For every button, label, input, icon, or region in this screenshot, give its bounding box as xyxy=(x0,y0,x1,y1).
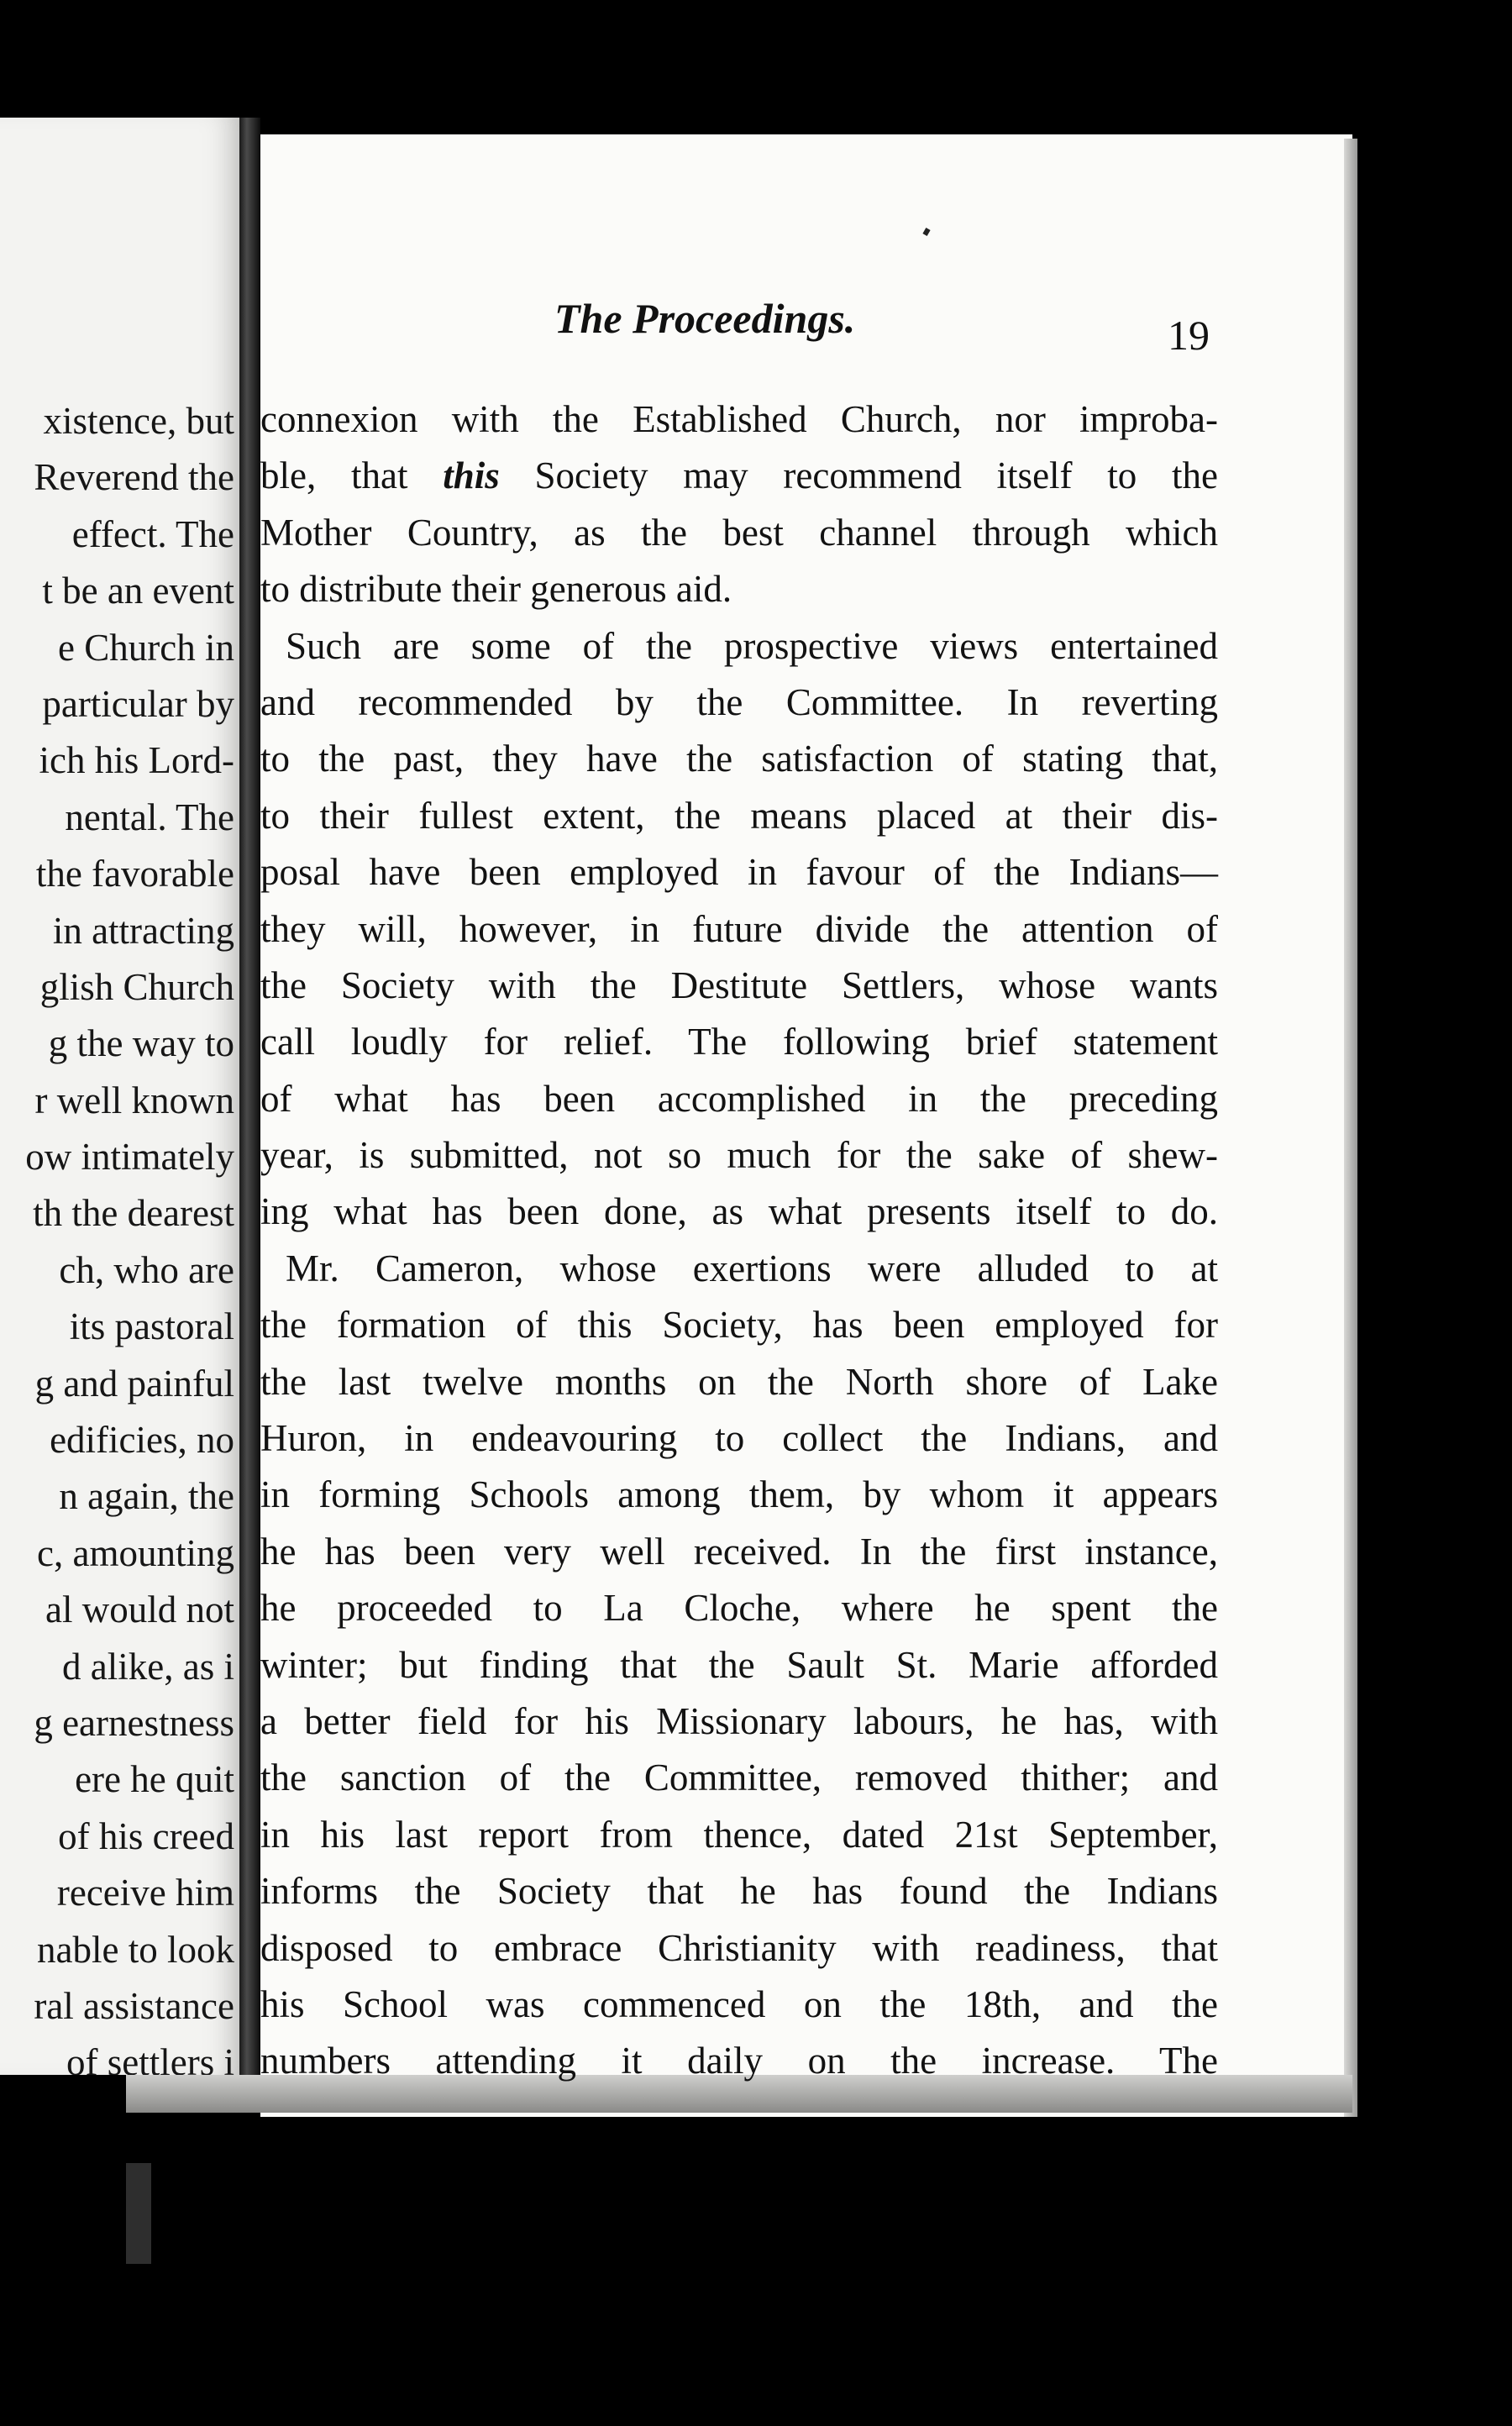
previous-page-line: xistence, but xyxy=(43,400,234,442)
previous-page-text xyxy=(25,393,234,2075)
previous-page-line: g the way to xyxy=(48,1022,234,1065)
text-line: year, is submitted, not so much for the sake of shew- xyxy=(260,1134,1218,1177)
text-line: Mother Country, as the best channel through which xyxy=(260,511,1218,554)
previous-page-line: nental. The xyxy=(65,796,234,838)
previous-page-line: effect. The xyxy=(71,512,234,555)
text-line: they will, however, in future divide the attention of xyxy=(260,907,1218,950)
text-line: of what has been accomplished in the preceding xyxy=(260,1077,1218,1120)
previous-page-line: in attracting xyxy=(52,909,234,952)
previous-page-line: edificies, no xyxy=(50,1419,234,1462)
body-text xyxy=(260,391,1218,2090)
text-line: winter; but finding that the Sault St. Marie afforded xyxy=(260,1643,1218,1686)
text-line: Such are some of the prospective views entertained xyxy=(286,624,1218,667)
text-line: to their fullest extent, the means placed at their dis- xyxy=(260,794,1218,837)
previous-page-line: ch, who are xyxy=(59,1248,234,1291)
previous-page-line: ral assistance xyxy=(34,1984,234,2027)
previous-page-line: c, amounting xyxy=(37,1531,234,1574)
previous-page-line: ere he quit xyxy=(75,1758,234,1801)
text-line: the last twelve months on the North shore of Lake xyxy=(260,1360,1218,1403)
binding-corner xyxy=(126,2163,151,2264)
previous-page-line: g earnestness xyxy=(34,1701,234,1744)
text-line: Huron, in endeavouring to collect the Indians, and xyxy=(260,1417,1218,1460)
text-line: disposed to embrace Christianity with readiness, that xyxy=(260,1926,1218,1969)
text-segment: Society may recommend itself to the xyxy=(499,454,1218,497)
text-line: ing what has been done, as what presents itself to do. xyxy=(260,1190,1218,1233)
previous-page-line: particular by xyxy=(42,682,234,725)
emphasized-word: this xyxy=(443,454,500,497)
text-line: in his last report from thence, dated 21st September, xyxy=(260,1813,1218,1856)
previous-page-line: d alike, as i xyxy=(62,1645,234,1688)
previous-page-line: ow intimately xyxy=(25,1136,234,1179)
page-number: 19 xyxy=(1168,312,1210,359)
previous-page-line: r well known xyxy=(34,1079,234,1121)
previous-page-line: of settlers i xyxy=(66,2041,234,2075)
text-line: Mr. Cameron, whose exertions were alluded to at xyxy=(286,1247,1218,1289)
previous-page-line: receive him xyxy=(56,1872,234,1914)
text-line: the sanction of the Committee, removed thither; and xyxy=(260,1756,1218,1799)
previous-page-line: ich his Lord- xyxy=(39,739,234,782)
text-line: his School was commenced on the 18th, and the xyxy=(260,1982,1218,2025)
text-line: a better field for his Missionary labours, he has, with xyxy=(260,1699,1218,1742)
text-line: and recommended by the Committee. In reverting xyxy=(260,680,1218,723)
previous-page-line: n again, the xyxy=(59,1475,234,1518)
text-segment: ble, that xyxy=(260,454,444,497)
previous-page xyxy=(0,118,239,2075)
previous-page-line: of his creed xyxy=(58,1814,234,1857)
text-line: he proceeded to La Cloche, where he spent the xyxy=(260,1587,1218,1630)
page-edge xyxy=(1344,139,1357,2117)
text-line: call loudly for relief. The following brief statement xyxy=(260,1021,1218,1063)
previous-page-line: e Church in xyxy=(58,626,234,669)
text-line: numbers attending it daily on the increase. The xyxy=(260,2040,1218,2082)
text-line: posal have been employed in favour of the Indians— xyxy=(260,851,1218,894)
text-line: informs the Society that he has found the Indians xyxy=(260,1870,1218,1913)
book-gutter xyxy=(239,118,260,2075)
previous-page-line: nable to look xyxy=(37,1928,234,1971)
text-line: to the past, they have the satisfaction of stating that, xyxy=(260,738,1218,780)
text-line: to distribute their generous aid. xyxy=(260,568,732,611)
previous-page-line: the favorable xyxy=(35,853,234,895)
text-line: he has been very well received. In the first instance, xyxy=(260,1530,1218,1573)
previous-page-line: th the dearest xyxy=(33,1192,234,1235)
text-line: in forming Schools among them, by whom it appears xyxy=(260,1473,1218,1516)
previous-page-line: glish Church xyxy=(39,965,234,1008)
previous-page-line: t be an event xyxy=(42,570,234,612)
running-title: The Proceedings. xyxy=(554,295,856,342)
previous-page-line: al would not xyxy=(45,1588,234,1631)
previous-page-line: its pastoral xyxy=(69,1305,234,1348)
text-line: the Society with the Destitute Settlers, whose wants xyxy=(260,964,1218,1006)
previous-page-line: Reverend the xyxy=(34,456,234,499)
text-line: the formation of this Society, has been employed for xyxy=(260,1304,1218,1347)
previous-page-line: g and painful xyxy=(34,1362,234,1405)
text-line xyxy=(260,448,1218,504)
text-line: connexion with the Established Church, nor improba- xyxy=(260,398,1218,440)
